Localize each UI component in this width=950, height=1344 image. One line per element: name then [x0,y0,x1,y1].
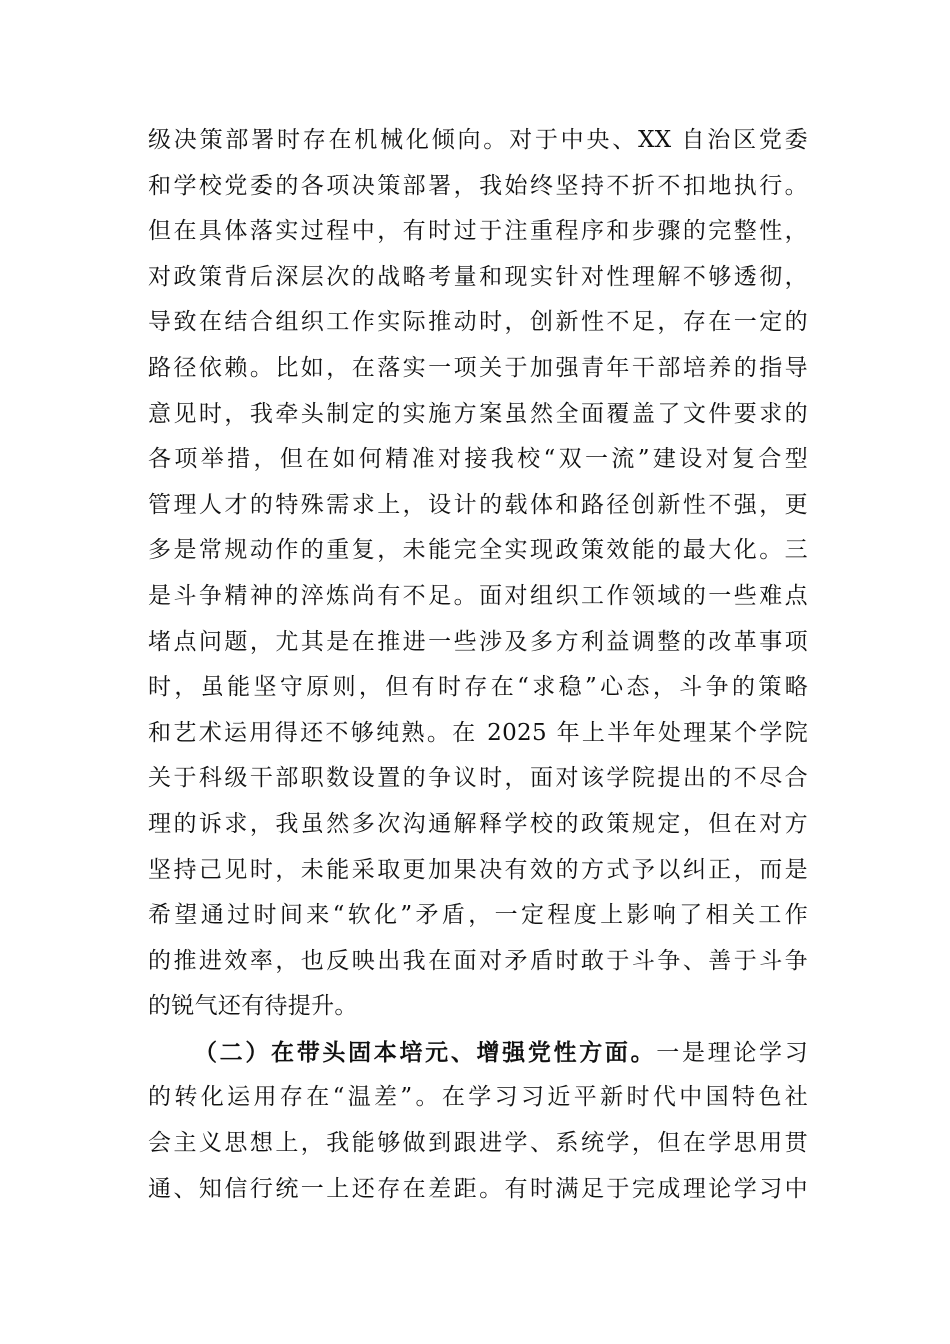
text-line: 各项举措，但在如何精准对接我校“双一流”建设对复合型 [148,446,808,473]
text-line: 多是常规动作的重复，未能完全实现政策效能的最大化。三 [148,537,808,564]
text-line: 意见时，我牵头制定的实施方案虽然全面覆盖了文件要求的 [148,400,808,427]
paragraph-2 [148,1030,808,1212]
text-line: 会主义思想上，我能够做到跟进学、系统学，但在学思用贯 [148,1130,808,1157]
section-heading: （二）在带头固本培元、增强党性方面。 [194,1038,657,1066]
text-line: 理的诉求，我虽然多次沟通解释学校的政策规定，但在对方 [148,810,808,837]
text-line: 希望通过时间来“软化”矛盾，一定程度上影响了相关工作 [148,902,808,929]
text-line: 关于科级干部职数设置的争议时，面对该学院提出的不尽合 [148,765,808,792]
text-line: 和艺术运用得还不够纯熟。在 2025 年上半年处理某个学院 [148,719,808,746]
text-line: 的锐气还有待提升。 [148,993,358,1020]
text-line: 是斗争精神的淬炼尚有不足。面对组织工作领域的一些难点 [148,582,808,609]
text-line: 和学校党委的各项决策部署，我始终坚持不折不扣地执行。 [148,172,808,199]
text-run: 一是理论学习 [656,1039,808,1066]
text-line: 的转化运用存在“温差”。在学习习近平新时代中国特色社 [148,1084,808,1111]
text-line: 通、知信行统一上还存在差距。有时满足于完成理论学习中 [148,1175,808,1202]
text-line: 对政策背后深层次的战略考量和现实针对性理解不够透彻， [148,263,808,290]
text-line: 时，虽能坚守原则，但有时存在“求稳”心态，斗争的策略 [148,674,808,701]
text-line: 级决策部署时存在机械化倾向。对于中央、XX 自治区党委 [148,127,808,153]
text-line: 堵点问题，尤其是在推进一些涉及多方利益调整的改革事项 [148,628,808,655]
paragraph-1 [148,118,808,1030]
paragraph-2-first-line [148,1030,808,1076]
text-line: 的推进效率，也反映出我在面对矛盾时敢于斗争、善于斗争 [148,947,808,974]
document-body [148,118,808,1212]
text-line: 管理人才的特殊需求上，设计的载体和路径创新性不强，更 [148,491,808,518]
text-line: 路径依赖。比如，在落实一项关于加强青年干部培养的指导 [148,354,808,381]
text-line: 导致在结合组织工作实际推动时，创新性不足，存在一定的 [148,309,808,336]
text-line: 坚持己见时，未能采取更加果决有效的方式予以纠正，而是 [148,856,808,883]
text-line: 但在具体落实过程中，有时过于注重程序和步骤的完整性， [148,218,808,245]
